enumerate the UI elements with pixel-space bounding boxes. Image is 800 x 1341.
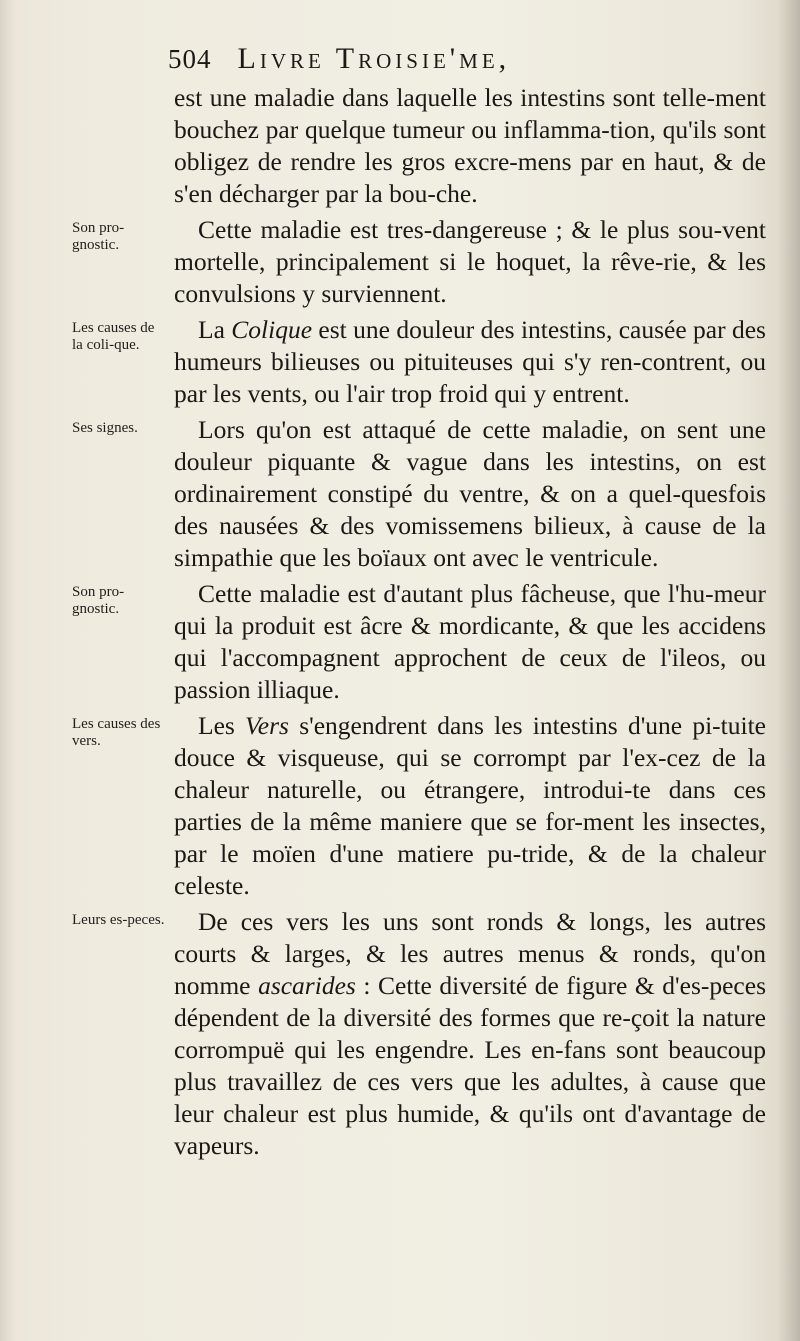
italic-term: Vers: [245, 711, 289, 740]
paragraph-text: Cette maladie est tres-dangereuse ; & le plus sou-vent mortelle, principalement si le hoquet, la rêve-rie, & les convulsions y surviennent.: [174, 215, 766, 308]
margin-note: Les causes des vers.: [72, 716, 161, 749]
page-edge-shadow: [778, 0, 800, 1341]
paragraph: [174, 214, 766, 310]
paragraph-text: Les: [198, 711, 246, 740]
paragraph-text: : Cette diversité de figure & d'es-peces dépendent de la diversité des formes que re-çoit la nature corrompuë qui les engendre. Les en-fans sont beaucoup plus travaillez de ces vers que les adultes, à cause que leur chaleur est plus humide, & qu'ils ont d'avantage de vapeurs.: [174, 971, 766, 1160]
margin-note: Ses signes.: [72, 420, 138, 436]
margin-note: Leurs es-peces.: [72, 912, 165, 928]
paragraph: [174, 710, 766, 902]
paragraph: [174, 414, 766, 574]
paragraph-text: est une douleur des intestins, causée par des humeurs bilieuses ou pituiteuses qui s'y ren-contrent, ou par les vents, ou l'air trop froid qui y entrent.: [174, 315, 766, 408]
paragraph: [174, 82, 766, 210]
paragraph-text: Cette maladie est d'autant plus fâcheuse, que l'hu-meur qui la produit est âcre & mordicante, & que les accidens qui l'accompagnent approchent de ceux de l'ileos, ou passion illiaque.: [174, 579, 766, 704]
paragraph: [174, 314, 766, 410]
margin-note: Son pro-gnostic.: [72, 584, 125, 617]
paragraph: [174, 578, 766, 706]
paragraph-text: De ces vers les uns sont ronds & longs, les autres courts & larges, & les autres menus & ronds, qu'on nomme: [174, 907, 766, 1000]
paragraph-text: Lors qu'on est attaqué de cette maladie, on sent une douleur piquante & vague dans les intestins, on est ordinairement constipé du ventre, & on a quel-quesfois des nausées & des vomissemens bilieux, à cause de la simpathie que les boïaux ont avec le ventricule.: [174, 415, 766, 572]
paragraph-text: s'engendrent dans les intestins d'une pi-tuite douce & visqueuse, qui se corrompt par l'ex-cez de la chaleur naturelle, ou étrangere, introdui-te dans ces parties de la même maniere que se for-ment les insectes, par le moïen d'une matiere pu-tride, & de la chaleur celeste.: [174, 711, 766, 900]
paragraph-text: est une maladie dans laquelle les intestins sont telle-ment bouchez par quelque tumeur ou inflamma-tion, qu'ils sont obligez de rendre les gros excre-mens par en haut, & de s'en décharger par la bou-che.: [174, 83, 766, 208]
margin-note: Son pro-gnostic.: [72, 220, 125, 253]
body-text: [174, 82, 766, 1162]
page-number: 504: [168, 44, 212, 74]
running-header: [168, 42, 510, 76]
page-gutter-shadow: [0, 0, 16, 1341]
paragraph: [174, 906, 766, 1162]
italic-term: ascarides: [258, 971, 356, 1000]
italic-term: Colique: [231, 315, 313, 344]
paragraph-text: La: [198, 315, 232, 344]
running-title: Livre Troisie'me,: [237, 42, 511, 75]
margin-note: Les causes de la coli-que.: [72, 320, 155, 353]
